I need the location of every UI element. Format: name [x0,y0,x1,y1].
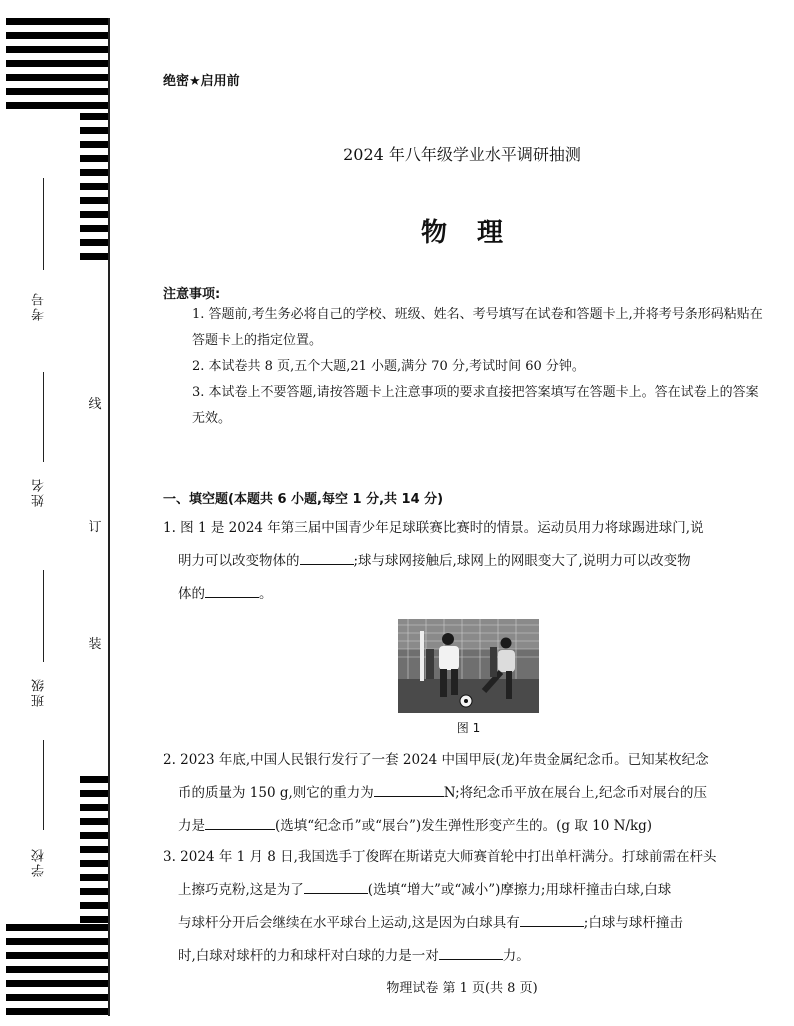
q1-text-4: 体的 [178,586,205,602]
notes-item: 3. 本试卷上不要答题,请按答题卡上注意事项的要求直接把答案填写在答题卡上。答在试卷上的答案无效。 [192,385,759,426]
football-match-photo [398,619,539,713]
answer-blank [374,782,444,797]
subject-title: 物理 [420,218,533,248]
exam-number-rule [43,178,44,270]
q3-line-3 [163,907,765,940]
binding-ding-label: 订 [88,520,102,535]
confidential-mark: 绝密★启用前 [163,74,240,89]
binding-zhuang-label: 装 [88,637,102,652]
q2-text-5: (选填“纪念币”或“展台”)发生弹性形变产生的。(g 取 10 N/kg) [275,818,653,834]
binding-margin-line [108,18,110,1016]
q2-text-1: 2. 2023 年底,中国人民银行发行了一套 2024 中国甲辰(龙)年贵金属纪念币。已知某枚纪念 [163,752,709,768]
q3-text-2: 上擦巧克粉,这是为了 [178,882,304,898]
exam-number-label: 考号 [32,291,47,321]
school-label: 学校 [32,847,47,877]
notes-list [192,302,764,432]
answer-blank [520,912,584,927]
binding-line-label: 线 [88,397,102,412]
question-3 [163,841,765,973]
q3-text-1: 3. 2024 年 1 月 8 日,我国选手丁俊晖在斯诺克大师赛首轮中打出单杆满分。打球前需在杆头 [163,849,717,865]
q2-line-3 [163,810,765,843]
binding-stripes-bottom-left [6,924,109,1016]
q1-text-3: ;球与球网接触后,球网上的网眼变大了,说明力可以改变物 [353,553,691,569]
question-2 [163,744,765,843]
binding-stripes-bottom-right [80,776,109,924]
q3-text-7: 力。 [502,948,530,964]
q3-text-6: 时,白球对球杆的力和球杆对白球的力是一对 [178,948,439,964]
q1-text-5: 。 [259,586,273,602]
q1-line-3 [163,578,765,611]
notes-item: 2. 本试卷共 8 页,五个大题,21 小题,满分 70 分,考试时间 60 分钟。 [192,359,585,374]
page-footer: 物理试卷 第 1 页(共 8 页) [386,981,538,996]
question-1 [163,512,765,611]
binding-stripes-top-left [6,18,109,113]
q1-text-1: 1. 图 1 是 2024 年第三届中国青少年足球联赛比赛时的情景。运动员用力将球踢进球门,说 [163,520,704,536]
class-rule [43,570,44,662]
q2-text-2: 币的质量为 150 g,则它的重力为 [178,785,374,801]
school-rule [43,740,44,830]
q3-line-2 [163,874,765,907]
name-label: 姓名 [32,477,47,507]
answer-blank [205,583,259,598]
notes-heading: 注意事项: [163,287,221,302]
section-heading: 一、填空题(本题共 6 小题,每空 1 分,共 14 分) [163,492,444,507]
figure-caption: 图 1 [456,721,481,735]
q3-text-4: 与球杆分开后会继续在水平球台上运动,这是因为白球具有 [178,915,520,931]
q2-line-2 [163,777,765,810]
q1-text-2: 明力可以改变物体的 [178,553,300,569]
answer-blank [300,550,354,565]
answer-blank [439,945,503,960]
binding-stripes-top-right [80,113,109,263]
name-rule [43,372,44,462]
q3-text-5: ;白球与球杆撞击 [583,915,683,931]
q2-text-3: N;将纪念币平放在展台上,纪念币对展台的压 [443,785,707,801]
q2-text-4: 力是 [178,818,205,834]
answer-blank [205,815,275,830]
class-label: 班级 [32,677,47,707]
q3-line-4 [163,940,765,973]
q1-line-2 [163,545,765,578]
q3-text-3: (选填“增大”或“减小”)摩擦力;用球杆撞击白球,白球 [367,882,672,898]
answer-blank [304,879,368,894]
exam-title: 2024 年八年级学业水平调研抽测 [343,145,581,164]
notes-item: 1. 答题前,考生务必将自己的学校、班级、姓名、考号填写在试卷和答题卡上,并将考号条形码粘贴在答题卡上的指定位置。 [192,307,763,348]
